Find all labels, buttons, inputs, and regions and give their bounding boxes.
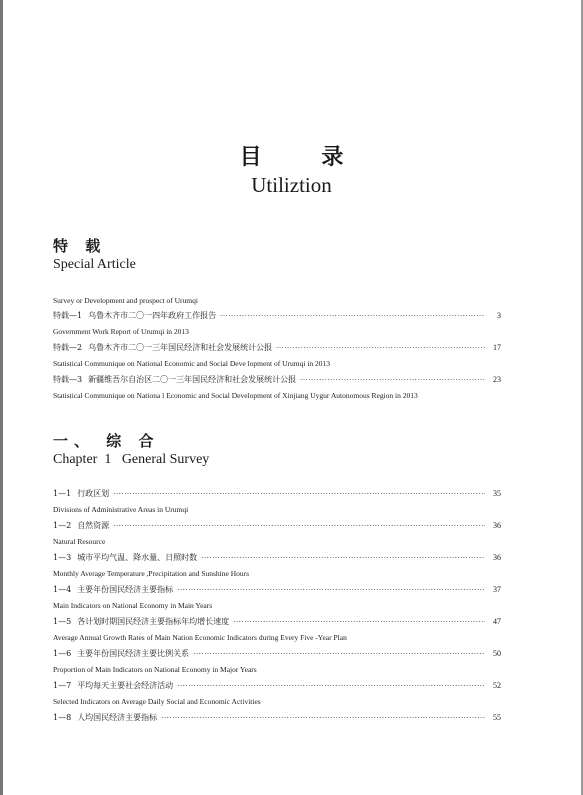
- leader-dots: [201, 551, 485, 565]
- entry-code: 1—6: [53, 649, 72, 658]
- entry-title: 自然资源: [77, 521, 110, 530]
- entry-title: 乌鲁木齐市二〇一三年国民经济和社会发展统计公报: [88, 343, 273, 352]
- section-heading-special-en: Special Article: [53, 257, 136, 272]
- leader-dots: [220, 309, 485, 323]
- leader-dots: [177, 679, 485, 693]
- entry-code: 1—5: [53, 617, 72, 626]
- entry-page-number: 37: [493, 585, 501, 594]
- page-title-english: Utiliztion: [251, 173, 332, 197]
- toc-entry-1-8[interactable]: [53, 711, 501, 725]
- entry-english-title: Natural Resource: [53, 537, 106, 546]
- entry-page-number: 23: [493, 375, 501, 384]
- entry-page-number: 35: [493, 489, 501, 498]
- leader-dots: [161, 711, 485, 725]
- section-heading-chapter1-zh: 一、 综 合: [53, 432, 160, 450]
- entry-code: 1—8: [53, 713, 72, 722]
- entry-code: 特载—1: [53, 311, 83, 320]
- leader-dots: [177, 583, 485, 597]
- section-heading-special-zh: 特 载: [53, 237, 107, 255]
- entry-title: 乌鲁木齐市二〇一四年政府工作报告: [88, 311, 217, 320]
- page-title-chinese: 目 录: [239, 144, 370, 170]
- toc-entry-1-3[interactable]: [53, 551, 501, 565]
- leader-dots: [233, 615, 485, 629]
- entry-english-title: Divisions of Administrative Areas in Urumqi: [53, 505, 189, 514]
- entry-page-number: 3: [497, 311, 501, 320]
- entry-code: 特载—3: [53, 375, 83, 384]
- toc-entry-1-4[interactable]: [53, 583, 501, 597]
- toc-entry-special-3[interactable]: [53, 373, 501, 387]
- entry-page-number: 17: [493, 343, 501, 352]
- entry-title: 主要年份国民经济主要指标: [77, 585, 174, 594]
- leader-dots: [193, 647, 485, 661]
- entry-code: 1—1: [53, 489, 72, 498]
- entry-code: 特载—2: [53, 343, 83, 352]
- toc-entry-1-5[interactable]: [53, 615, 501, 629]
- entry-page-number: 55: [493, 713, 501, 722]
- toc-entry-special-2[interactable]: [53, 341, 501, 355]
- entry-english-title: Statistical Communique on Nationa l Economic and Social Development of Xinjiang Uygur Autonomous Region in 2013: [53, 391, 418, 400]
- entry-page-number: 47: [493, 617, 501, 626]
- entry-english-title: Statistical Communique on National Economic and Social Deve lopment of Urumqi in 2013: [53, 359, 331, 368]
- entry-title: 主要年份国民经济主要比例关系: [77, 649, 190, 658]
- leader-dots: [113, 487, 485, 501]
- leader-dots: [276, 341, 485, 355]
- entry-english-title: Proportion of Main Indicators on National Economy in Major Years: [53, 665, 257, 674]
- special-intro: Survey or Development and prospect of Urumqi: [53, 296, 198, 305]
- entry-code: 1—3: [53, 553, 72, 562]
- leader-dots: [300, 373, 485, 387]
- entry-page-number: 50: [493, 649, 501, 658]
- leader-dots: [113, 519, 485, 533]
- toc-entry-1-1[interactable]: [53, 487, 501, 501]
- entry-english-title: Selected Indicators on Average Daily Social and Economic Activities: [53, 697, 261, 706]
- entry-code: 1—2: [53, 521, 72, 530]
- entry-english-title: Main Indicators on National Economy in Main Years: [53, 601, 213, 610]
- entry-code: 1—4: [53, 585, 72, 594]
- toc-entry-special-1[interactable]: [53, 309, 501, 323]
- entry-title: 新疆维吾尔自治区二〇一三年国民经济和社会发展统计公报: [88, 375, 297, 384]
- entry-page-number: 36: [493, 553, 501, 562]
- entry-title: 行政区划: [77, 489, 110, 498]
- entry-english-title: Monthly Average Temperature ,Precipitation and Sunshine Hours: [53, 569, 250, 578]
- entry-page-number: 52: [493, 681, 501, 690]
- entry-title: 各计划时期国民经济主要指标年均增长速度: [77, 617, 230, 626]
- entry-english-title: Government Work Report of Urumqi in 2013: [53, 327, 189, 336]
- entry-title: 平均每天主要社会经济活动: [77, 681, 174, 690]
- entry-english-title: Average Annual Growth Rates of Main Nation Economic Indicators during Every Five -Year Plan: [53, 633, 347, 642]
- toc-entry-1-2[interactable]: [53, 519, 501, 533]
- toc-entry-1-6[interactable]: [53, 647, 501, 661]
- entry-title: 城市平均气温、降水量、日照时数: [77, 553, 198, 562]
- entry-code: 1—7: [53, 681, 72, 690]
- section-heading-chapter1-en: Chapter 1 General Survey: [53, 452, 210, 467]
- toc-entry-1-7[interactable]: [53, 679, 501, 693]
- entry-page-number: 36: [493, 521, 501, 530]
- entry-title: 人均国民经济主要指标: [77, 713, 158, 722]
